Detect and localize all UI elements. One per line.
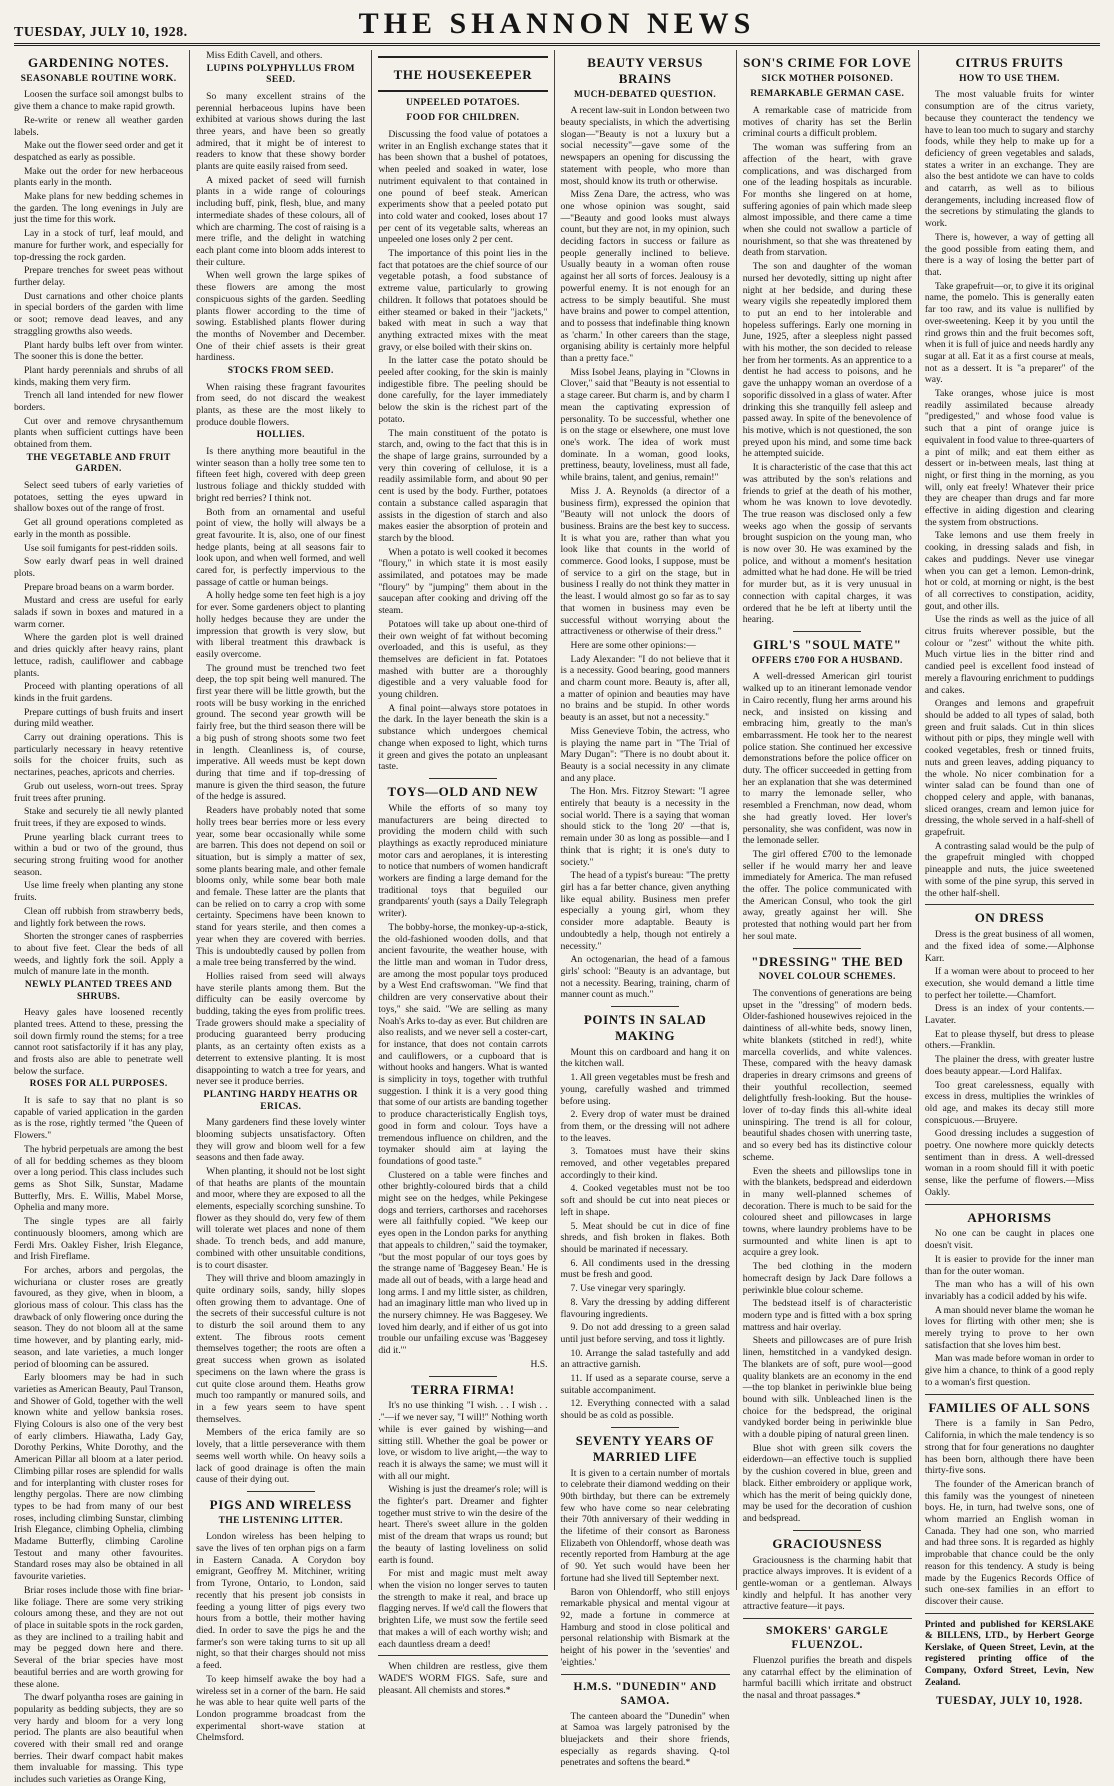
divider: [793, 631, 861, 632]
paragraph: Proceed with planting operations of all kinds in the fruit gardens.: [14, 681, 184, 704]
paragraph: While the efforts of so many toy manufacturers are being directed to providing the modern child with such playthings as exactly reproduced miniature motor cars and aeroplanes, it is interesting to notice that numbers of women handicraft workers are finding a large demand for the traditional toys that beguiled our grandparents' youth (says a Daily Telegraph writer).: [378, 802, 548, 920]
paragraph: The founder of the American branch of this family was the youngest of nineteen boys. He, in turn, had twelve sons, one of whom married an English woman in Canada. They had one son, who married and had three sons. It is regarded as highly improbable that chance could be the only reason for this tendency. A study is being made by the Eugenics Records Office of such one-sex families in an effort to discover their cause.: [924, 1478, 1095, 1607]
paragraph: Early bloomers may be had in such varieties as American Beauty, Paul Transon, and Shower of Gold, together with the well known white and yellow banksia roses. Flying Colours is also one of the very best of early climbers. Hiawatha, Lady Gay, Dorothy Perkins, White Dorothy, and the American Pillar all bloom at a later period. Climbing pillar roses are splendid for walls and for interplanting with cluster roses for lengthy pergolas. There are now climbing types to be had from many of our best roses, including climbing Sunstar, climbing Irish Elegance, climbing Ophelia, climbing Madame Butterfly, climbing Caroline Testout and many other favourites. Standard roses may also be obtained in all favourite varieties.: [14, 1372, 184, 1583]
masthead: [14, 8, 1100, 46]
paragraph: Baron von Ohlendorff, who still enjoys remarkable physical and mental vigour at 92, made a fortune in commerce at Hamburg and stood in close political and personal relationship with Bismark at the height of his power in the 'seventies' and 'eighties.': [560, 1586, 730, 1668]
article-subheading: THE VEGETABLE AND FRUIT GARDEN.: [26, 452, 171, 475]
paragraph: Make plans for new bedding schemes in the garden. The long evenings in July are just the time for this work.: [14, 191, 184, 226]
paragraph: Many gardeners find these lovely winter blooming subjects unsatisfactory. Often they will grow and bloom well for a few seasons and then fade away.: [196, 1117, 366, 1164]
paragraph: Re-write or renew all weather garden labels.: [14, 114, 184, 138]
quotation: Too great carelessness, equally with excess in dress, multiplies the wrinkles of old age, and makes its decay still more conspicuous.—Bruyere.: [924, 1079, 1095, 1126]
article-subheading: THE LISTENING LITTER.: [218, 1515, 343, 1526]
divider: [561, 1674, 730, 1675]
author-signature: H.S.: [530, 1358, 548, 1370]
paragraph: Make out the flower seed order and get it despatched as early as possible.: [14, 140, 184, 163]
paragraph: Dust carnations and other choice plants in special borders of the garden with lime or soot; remove dead leaves, and any straggling growths also weeds.: [14, 290, 184, 337]
paragraph: Mount this on cardboard and hang it on the kitchen wall.: [560, 1046, 730, 1070]
list-item: 4. Cooked vegetables must not be too soft and should be cut into neat pieces or left in shape.: [560, 1183, 730, 1218]
article-subheading: PLANTING HARDY HEATHS OR ERICAS.: [203, 1089, 358, 1112]
paragraph: Use soil fumigants for pest-ridden soils.: [24, 542, 178, 554]
paragraph: Select seed tubers of early varieties of potatoes, setting the eyes upward in shallow boxes out of the range of frost.: [14, 479, 184, 515]
divider: [925, 1613, 1094, 1614]
article-heading: SMOKERS' GARGLE FLUENZOL.: [766, 1625, 889, 1652]
paragraph: It is safe to say that no plant is so capable of varied application in the garden as is the rose, rightly termed "the Queen of Flowers.": [14, 1095, 184, 1142]
paragraph: Stake and securely tie all newly planted fruit trees, if they are exposed to winds.: [14, 806, 184, 829]
list-item: 2. Every drop of water must be drained from them, or the dressing will not adhere to the leaves.: [560, 1109, 730, 1144]
paragraph: The son and daughter of the woman nursed her devotedly, sitting up night after night at her bedside, and during these weary vigils she repeatedly implored them to put an end to her intolerable and hopeless sufferings. Early one morning in June, 1925, after a sleepless night passed with his mother, the son decided to release her from her torments. As an apprentice to a dentist he had access to poisons, and he gave the unhappy woman an overdose of a soporific dissolved in a glass of water. After drinking this she tranquilly fell asleep and passed away. In spite of the benevolence of his motive, which is not questioned, the son preyed upon his mind, and some time back he attempted suicide.: [742, 261, 912, 460]
paragraph: Clean off rubbish from strawberry beds, and lightly fork between the rows.: [14, 905, 184, 929]
paragraph: When a potato is well cooked it becomes "floury," in which state it is most easily assimilated, and potatoes may be made "floury" by "jumping" them about in the saucepan after cooking and driving off the steam.: [378, 546, 548, 617]
divider: [378, 1655, 547, 1656]
paragraph: An octogenarian, the head of a famous girls' school: "Beauty is an advantage, but not a necessity. Bearing, training, charm of manner count as much.": [560, 954, 730, 1001]
paragraph: Blue shot with green silk covers the eiderdown—an effective touch is supplied by the cushion covered in blue, green and black. Either embroidery or applique work, which has the merit of being quickly done, may be used for the decoration of cushion and bedspread.: [742, 1442, 912, 1524]
list-item: 12. Everything connected with a salad should be as cold as possible.: [560, 1398, 730, 1422]
paragraph: Plant hardy perennials and shrubs of all kinds, making them very firm.: [14, 364, 184, 388]
divider: [793, 948, 861, 949]
paragraph: The dwarf polyantha roses are gaining in popularity as bedding subjects, they are so very hardy and bloom for a very long period. The plants are also beautiful when covered with their small red and orange berries. Their dwarf compact habit makes them invaluable for massing. This type includes such varieties as Orange King,: [14, 1692, 184, 1786]
paragraph: A final point—always store potatoes in the dark. In the layer beneath the skin is a substance which undergoes chemical change when exposed to light, which turns it green and gives the potato an unpleasant taste.: [378, 702, 548, 773]
paragraph: The hybrid perpetuals are among the best of all for bedding schemes as they bloom over a long period. This class includes such gems as Shot Silk, Sunstar, Madame Butterfly, Mrs. E. Willis, Mabel Morse, Ophelia and many more.: [14, 1143, 184, 1214]
advertisement: Fluenzol purifies the breath and dispels any catarrhal effect by the elimination of harmful bacilli which irritate and obstruct the nasal and throat passages.*: [742, 1655, 912, 1702]
paragraph: It is characteristic of the case that this act was attributed by the son's relations and friends to grief at the death of his mother, whom he was known to love devotedly. The true reason was disclosed only a few weeks ago when the gossip of servants brought suspicion on the young man, who is now over 30. He was examined by the police, and without a moment's hesitation admitted what he had done. He will be tried for murder but, as it is very unusual in connection with capital charges, it was ordered that he be left at liberty until the hearing.: [742, 462, 912, 626]
paragraph: When raising these fragrant favourites from seed, do not discard the weakest plants, as these are the most likely to produce double flowers.: [196, 381, 366, 428]
divider: [793, 1530, 861, 1531]
aphorism: A man should never blame the woman he loves for flirting with other men; she is merely trying to prove to her own satisfaction that she loves him best.: [924, 1304, 1095, 1351]
paragraph: Lay in a stock of turf, leaf mould, and manure for further work, and especially for top-dressing the rock garden.: [14, 228, 184, 263]
article-heading: PIGS AND WIRELESS: [209, 1496, 352, 1512]
columns: [14, 50, 1100, 1786]
article-heading: THE HOUSEKEEPER: [393, 67, 533, 82]
article-subheading: STOCKS FROM SEED.: [227, 366, 334, 377]
divider: [429, 778, 497, 779]
article-subheading: FOOD FOR CHILDREN.: [406, 113, 520, 124]
article-heading: GIRL'S "SOUL MATE": [753, 636, 902, 652]
newspaper-title: THE SHANNON NEWS: [358, 7, 756, 40]
article-heading: POINTS IN SALAD MAKING: [583, 1012, 707, 1043]
paragraph: The most valuable fruits for winter consumption are of the citrus variety, because they counteract the tendency we have to lean too much to sugary and starchy foods, while they help to make up for a deficiency of green vegetables and salads, states a writer in an exchange. They are also the best antidote we can have to colds and catarrh, as well as to bilious derangements, including increased flow of the secretions by stimulating the glands to work.: [924, 89, 1095, 230]
column-housekeeper: [372, 50, 554, 1696]
paragraph: Miss Genevieve Tobin, the actress, who is playing the name part in "The Trial of Mary Dugan": "There is no doubt about it. Beauty is a social necessity in any climate and any place.: [560, 725, 730, 784]
paragraph: The bobby-horse, the monkey-up-a-stick, the old-fashioned wooden dolls, and that ancient favourite, the weather house, with the little man and woman in Tudor dress, are among the most popular toys produced by a West End craftswoman. "We find that children are very conservative about their toys," she said. "We are selling as many Noah's Arks to-day as ever. But children are also realists, and we never sell a coster-cart, for instance, that does not contain carrots and cauliflowers, or a cupboard that is without hooks and hangers. What is wanted is simplicity in toys, together with truthful suggestion. I think it is a very good thing that some of our artists are banding together to produce characteristically English toys, good in form and colour. Toys have a tremendous influence on children, and the toymaker should aim at laying the foundations of good taste.": [378, 921, 548, 1167]
divider: [429, 1376, 497, 1377]
article-subheading: NOVEL COLOUR SCHEMES.: [758, 972, 896, 983]
list-item: 8. Vary the dressing by adding different flavouring ingredients.: [560, 1296, 730, 1320]
paragraph: Prune yearling black currant trees to within a bud or two of the ground, thus securing strong fruiting wood for another season.: [14, 831, 184, 878]
article-subheading: LUPINS POLYPHYLLUS FROM SEED.: [206, 63, 355, 86]
paragraph: Briar roses include those with fine briar-like foliage. There are some very striking colours among these, and they are not out of place in suitable spots in the rock garden, as they are inclined to a trailing habit and may be pegged down here and there. Several of the briar species have most beautiful berries and are worth growing for these alone.: [14, 1584, 184, 1690]
aphorism: The man who has a will of his own invariably has a codicil added by his wife.: [924, 1279, 1095, 1302]
paragraph: Potatoes will take up about one-third of their own weight of fat without becoming overloaded, and this is useful, as they themselves are deficient in fat. Potatoes mashed with butter are a thoroughly digestible and a very valuable food for young children.: [378, 618, 548, 701]
paragraph: Prepare trenches for sweet peas without further delay.: [14, 265, 184, 288]
paragraph: Lady Alexander: "I do not believe that it is a necessity. Good bearing, good manners and charm count more. Beauty is, after all, a matter of opinion and beauties may have no brains and be stupid. In other words beauty is an asset, but not a necessity.": [560, 653, 730, 724]
article-heading: APHORISMS: [967, 1209, 1052, 1225]
list-item: 6. All condiments used in the dressing must be fresh and good.: [560, 1257, 730, 1281]
list-item: 1. All green vegetables must be fresh and young, carefully washed and trimmed before using.: [560, 1072, 730, 1107]
paragraph: A well-dressed American girl tourist walked up to an itinerant lemonade vendor in Cairo recently, flung her arms around his neck, and insisted on kissing and embracing him, greatly to the man's embarrassment. He took her to the nearest police station. She continued her excessive demonstrations before the police officer on duty. The officer succeeded in getting from her an explanation that she was determined to marry the lemonade seller, who resembled a Frenchman, now dead, whom she had greatly loved. Her lover's personality, she was confident, was now in the lemonade seller.: [742, 671, 912, 847]
paragraph: Miss Isobel Jeans, playing in "Clowns in Clover," said that "Beauty is not essential to a stage career. But charm is, and by charm I mean the captivating expression of personality. To be successful, whether one is on the stage or elsewhere, one must love one's work. The idea of work must dominate. In a woman, good looks, prettiness, beauty, loveliness, must all fade, while brains, talent, and genius, remain!": [560, 366, 730, 484]
article-heading: SEVENTY YEARS OF MARRIED LIFE: [575, 1432, 715, 1464]
article-subheading: HOLLIES.: [256, 430, 305, 441]
paragraph: A recent law-suit in London between two beauty specialists, in which the advertising slogan—"Beauty is not a luxury but a social necessity"—gave some of the newspapers an opening for discussing the statement with people, who more than most, should know its truth or otherwise.: [560, 105, 730, 187]
paragraph: Readers have probably noted that some holly trees bear berries more or less every year, some bear occasionally while some are barren. This does not depend on soil or situation, but is simply a matter of sex, some plants bearing male, and other female blooms only, while some bear both male and female. These latter are the plants that can be relied on to carry a crop with some certainty. Specimens have been known to stand for years sterile, and then comes a year when they are covered with berries. This is undoubtedly caused by pollen from a male tree being transferred by the wind.: [196, 805, 366, 969]
quotation: Dress is an index of your contents.—Lavater.: [924, 1003, 1095, 1027]
paragraph: Graciousness is the charming habit that practice always improves. It is evident of a gentle-woman or a gentleman. Always kindly and helpful. It has another very attractive feature—it pays.: [742, 1554, 912, 1613]
section-banner: [378, 56, 547, 92]
paragraph: When planting, it should not be lost sight of that heaths are plants of the mountain and moor, where they are exposed to all the elements, especially scorching sunshine. To flower as they should do, very few of them will tolerate wet places and none of them shade. To trench beds, and add manure, combined with other unsuitable conditions, is to court disaster.: [196, 1165, 366, 1271]
article-subheading: ROSES FOR ALL PURPOSES.: [29, 1079, 168, 1090]
column-gardening: [14, 50, 190, 1786]
paragraph: Mustard and cress are useful for early salads if sown in boxes and matured in a warm corner.: [14, 595, 184, 630]
divider: [925, 1204, 1094, 1205]
aphorism: Man was made before woman in order to give him a chance, to think of a good reply to a woman's first question.: [924, 1353, 1095, 1388]
paragraph: Get all ground operations completed as early in the month as possible.: [14, 517, 184, 540]
divider: [247, 1491, 315, 1492]
article-subheading: UNPEELED POTATOES.: [406, 97, 520, 108]
paragraph: Sheets and pillowcases are of pure Irish linen, hemstitched in a vandyked design. The blankets are of soft, pure wool—good quality blankets are an economy in the end—the top blanket in periwinkle blue being bound with silk. Unbleached linen is the choice for the bedspread, the original vandyked border being in periwinkle blue with a double piping of natural green linen.: [742, 1335, 912, 1441]
paragraph: It's no use thinking "I wish. . . I wish . . ."—if we never say, "I will!" Nothing worth while is ever gained by wishing—and sitting still. Whether the goal be power or love, or wisdom to live aright,—the way to reach it is always the same; we must will it with all our might.: [378, 1400, 548, 1482]
divider: [925, 904, 1094, 905]
paragraph: Here are some other opinions:—: [570, 639, 696, 651]
paragraph: In the latter case the potato should be peeled after cooking, for the skin is mainly indigestible fibre. The peeling should be done carefully, for the layer immediately below the skin is the richest part of the potato.: [378, 355, 548, 425]
paragraph: Carry out draining operations. This is particularly necessary in heavy retentive soils for the choicer fruits, such as nectarines, peaches, apricots and cherries.: [14, 732, 184, 779]
paragraph: Grub out useless, worn-out trees. Spray fruit trees after pruning.: [14, 780, 184, 804]
article-heading: FAMILIES OF ALL SONS: [928, 1399, 1091, 1415]
article-heading: TOYS—OLD AND NEW: [387, 783, 539, 799]
paragraph: Members of the erica family are so lovely, that a little perseverance with them seems well worth while. On heavy soils a lack of good drainage is often the main cause of their dying out.: [196, 1427, 366, 1486]
paragraph: The Hon. Mrs. Fitzroy Stewart: "I agree entirely that beauty is a necessity in the social world. There is a saying that woman should stick to the 'long 20' —that is, remain under 30 as long as possible—and I think that is right; it is one's duty to society.": [560, 786, 730, 868]
divider: [611, 1006, 679, 1007]
article-heading: ON DRESS: [974, 910, 1045, 926]
article-heading: TERRA FIRMA!: [411, 1381, 515, 1397]
article-subheading: SICK MOTHER POISONED.: [761, 73, 894, 84]
paragraph: There is, however, a way of getting all the good possible from eating them, and there is a way of losing the better part of that.: [924, 231, 1095, 278]
paragraph: There is a family in San Pedro, California, in which the male tendency is so strong that for four generations no daughter has been born, although there have been thirty-five sons.: [924, 1418, 1095, 1477]
paragraph: The single types are all fairly continuously bloomers, among which are Ferdi Mrs. Oakley Fisher, Irish Elegance, and Irish Fireflame.: [14, 1216, 184, 1263]
paragraph: London wireless has been helping to save the lives of ten orphan pigs on a farm in Eastern Canada. A Corydon boy emigrant, Geoffrey M. Mitchiner, writing from Tyrone, Ontario, to London, said recently that his present job consists in feeding a young litter of pigs every two hours from a bottle, their mother having died. In order to save the pigs he and the farmer's son were taking turns to sit up all night, so that their charges should not miss a feed.: [196, 1531, 366, 1672]
paragraph: The ground must be trenched two feet deep, the top spit being well manured. The first year there will be little growth, but the roots will be busy working in the enriched ground. The second year growth will be fairly free, but the third season there will be a big push of strong shoots some two feet in length. Cleanliness is, of course, imperative. All weeds must be kept down during that time and if top-dressing of manure is given the third season, the future of the hedge is assured.: [196, 662, 366, 803]
paragraph: Oranges and lemons and grapefruit should be added to all types of salad, both green and fruit salads. Cut in thin slices without pith or pips, they mingle well with cooked vegetables, fresh or tinned fruits, nuts and green leaves, adding piquancy to the whole. No nicer combination for a winter salad can be found than one of chopped celery and apple, with bananas, sliced oranges, cream and lemon juice for dressing, the whole served in a half-shell of grapefruit.: [924, 698, 1095, 839]
paragraph: The girl offered £700 to the lemonade seller if he would marry her and leave immediately for America. The man refused the offer. The police communicated with the American Consul, who took the girl away, greatly against her will. She protested that nothing would part her from her soul mate.: [742, 848, 912, 942]
paragraph: To keep himself awake the boy had a wireless set in a corner of the barn. He said he was able to hear quite well parts of the London programme broadcast from the experimental short-wave station at Chelmsford.: [196, 1673, 366, 1744]
aphorism: It is easier to provide for the inner man than for the outer woman.: [924, 1253, 1095, 1277]
article-subheading: REMARKABLE GERMAN CASE.: [750, 89, 905, 100]
divider: [743, 1618, 912, 1619]
list-item: 9. Do not add dressing to a green salad until just before serving, and toss it lightly.: [560, 1322, 730, 1345]
article-heading: "DRESSING" THE BED: [751, 953, 904, 969]
paragraph: Loosen the surface soil amongst bulbs to give them a chance to make rapid growth.: [14, 89, 184, 113]
paragraph: The importance of this point lies in the fact that potatoes are the chief source of our vegetable potash, a food substance of extreme value, particularly to growing children. It follows that potatoes should be either steamed or baked in their "jackets," baked with meat in such a way that anything extracted mixes with the meat gravy, or else boiled with their skins on.: [378, 248, 548, 353]
paragraph: It is given to a certain number of mortals to celebrate their diamond wedding on their 90th birthday, but there can be extremely few who have come so near celebrating their 70th anniversary of their wedding in the lifetime of their consort as Baroness Elizabeth von Ohlendorff, whose death was recently reported from Hamburg at the age of 90. Yet such would have been her fortune had she lived till September next.: [560, 1467, 730, 1584]
list-item: 11. If used as a separate course, serve a suitable accompaniment.: [560, 1373, 730, 1396]
column-beauty-brains: [555, 50, 737, 1769]
paragraph: Miss J. A. Reynolds (a director of a business firm), expressed the opinion that "Beauty will not unlock the doors of business. Brains are the best key to success. It is what you are, rather than what you look like that counts in the world of commerce. Good looks, I suppose, must be of service to a girl on the stage, but in business I really do not think they matter in the least. I would almost go so far as to say that women in business may even be successful without worrying about the attractiveness or otherwise of their dress.": [560, 485, 730, 638]
paragraph: So many excellent strains of the perennial herbaceous lupins have been exhibited at various shows during the last three years, and have been so greatly admired, that it might be of interest to readers to know that these showy border plants are quite easily raised from seed.: [196, 90, 366, 173]
paragraph: For arches, arbors and pergolas, the wichuriana or cluster roses are greatly favoured, as they give, when in bloom, a glorious mass of colour. This class has the drawback of only flowering once during the season. They do not bloom all at the same time however, and by planting early, mid-season, and late varieties, a much longer period of blooming can be assured.: [14, 1264, 184, 1370]
masthead-date: TUESDAY, JULY 10, 1928.: [14, 25, 188, 40]
paragraph: Take grapefruit—or, to give it its original name, the pomelo. This is generally eaten far too raw, and its value is nullified by over-sweetening. Keep it by you until the rind grows thin and the fruit becomes soft, when it is full of juice and needs hardly any sugar at all. Eat it as a first course at meals, not as a dessert. It is "a preparer" of the way.: [924, 280, 1095, 386]
column-sons-crime: [737, 50, 919, 1702]
paragraph: Is there anything more beautiful in the winter season than a holly tree some ten to fifteen feet high, covered with deep green lustrous foliage and thickly studded with bright red berries? I think not.: [196, 446, 366, 504]
paragraph: Miss Edith Cavell, and others.: [206, 50, 323, 61]
paragraph: Take lemons and use them freely in cooking, in dressing salads and fish, in cakes and puddings. Never use vinegar when you can get a lemon. Lemon-drink, hot or cold, at morning or night, is the best of all correctives to constipation, acidity, gout, and other ills.: [924, 530, 1095, 612]
paragraph: When well grown the large spikes of these flowers are among the most conspicuous sights of the garden. Seedling plants flower according to the time of sowing. Established plants flower during the months of November and December. One of their chief assets is their great hardiness.: [196, 270, 366, 364]
paragraph: Wishing is just the dreamer's role; will is the fighter's part. Dreamer and fighter together must strive to win the desire of the heart. There's sweet allure in the golden mist of the dream that wraps us round; but the beauty of lasting loveliness on solid earth is found.: [378, 1484, 548, 1566]
printer-imprint: Printed and published for KERSLAKE & BILLENS, LTD., by Herbert George Kerslake, of Queen Street, Levin, at the registered printing office of the Company, Oxford Street, Levin, New Zealand.: [924, 1619, 1095, 1688]
paragraph: Cut over and remove chrysanthemum plants when sufficient cuttings have been obtained from them.: [14, 415, 184, 451]
paragraph: Hollies raised from seed will always have sterile plants among them. But the difficulty can be easily overcome by budding, taking the eyes from prolific trees. Trade growers should make a speciality of producing guaranteed berry producing plants, as an certainty often exists as a deterrent to extensive planting. It is most disappointing to watch a tree for years, and never see it produce berries.: [196, 970, 366, 1088]
article-subheading: NEWLY PLANTED TREES AND SHRUBS.: [24, 980, 173, 1002]
paragraph: The woman was suffering from an affection of the heart, with grave complications, and was discharged from one of the leading hospitals as incurable. For months she lingered on at home, suffering agonies of pain which made sleep almost impossible, and there came a time when she could not swallow a particle of nourishment, so that she was threatened by death from starvation.: [742, 142, 912, 259]
paragraph: Discussing the food value of potatoes a writer in an English exchange states that it has been shown that a bushel of potatoes, when peeled and soaked in water, lose nutriment equivalent to that contained in one pound of beef steak. American experiments show that a peeled potato put into cold water and cooked, loses about 17 per cent of its vegetable salts, whereas an unpeeled one loses only 2 per cent.: [378, 129, 548, 246]
list-item: 5. Meat should be cut in dice of fine shreds, and fish broken in flakes. Both should be marinated if necessary.: [560, 1220, 730, 1255]
paragraph: The head of a typist's bureau: "The pretty girl has a far better chance, given anything like equal ability. Business men prefer especially a young girl, whom they consider more adaptable. Beauty is undoubtedly a help, though not entirely a necessity.": [560, 870, 730, 952]
paragraph: Clustered on a table were finches and other brightly-coloured birds that a child might see on the hedges, while Pekingese dogs and terriers, carthorses and racehorses were all faithfully copied. "We keep our eyes open in the London parks for anything that appeals to children," said the toymaker, "but the most popular of our toys goes by the strange name of 'Baggesey Bean.' He is made all out of beads, with a large head and long arms. I and my little sister, as children, had an imaginary little man who lived up in the nursery chimney. He was Baggesey. We loved him dearly, and if either of us got into trouble our unfailing excuse was 'Baggesey did it.'": [378, 1169, 548, 1357]
quotation: Eat to please thyself, but dress to please others.—Franklin.: [924, 1028, 1095, 1052]
paragraph: A contrasting salad would be the pulp of the grapefruit mingled with chopped pineapple and nuts, the juice sweetened with some of the pine syrup, this served in the other half-shell.: [924, 840, 1095, 899]
quotation: The plainer the dress, with greater lustre does beauty appear.—Lord Halifax.: [924, 1054, 1095, 1077]
aphorism: No one can be caught in places one doesn't visit.: [924, 1228, 1095, 1252]
paragraph: Prepare cuttings of bush fruits and insert during mild weather.: [14, 706, 184, 730]
column-citrus: [919, 50, 1100, 1708]
article-heading: SON'S CRIME FOR LOVE: [743, 55, 912, 70]
article-heading: GARDENING NOTES.: [28, 55, 170, 70]
paragraph: A remarkable case of matricide from motives of charity has set the Berlin criminal courts a difficult problem.: [742, 105, 912, 140]
list-item: 3. Tomatoes must have their skins removed, and other vegetables prepared accordingly to their kind.: [560, 1146, 730, 1181]
advertisement: When children are restless, give them WADE'S WORM FIGS. Safe, sure and pleasant. All chemists and stores.*: [378, 1661, 548, 1696]
list-item: 10. Arrange the salad tastefully and add an attractive garnish.: [560, 1347, 730, 1371]
article-heading: H.M.S. "DUNEDIN" AND SAMOA.: [573, 1680, 717, 1707]
paragraph: Sow early dwarf peas in well drained plots.: [14, 556, 184, 579]
paragraph: Where the garden plot is well drained and dries quickly after heavy rains, plant lettuce, radish, cauliflower and cabbage plants.: [14, 632, 184, 679]
article-subheading: HOW TO USE THEM.: [959, 73, 1060, 84]
paragraph: For mist and magic must melt away when the vision no longer serves to tauten the strength to make it real, and brace up flagging nerves. If we'd call the flowers that brighten Life, we must sow the fertile seed that makes a will of each worthy wish; and each dauntless dream a deed!: [378, 1568, 548, 1650]
article-heading: BEAUTY VERSUS BRAINS: [587, 55, 703, 86]
paragraph: A mixed packet of seed will furnish plants in a wide range of colourings including buff, pink, flesh, blue, and many intermediate shades of these colours, all of which are charming. The cost of raising is a mere trifle, and the delight in watching each plant come into bloom adds interest to their culture.: [196, 174, 366, 268]
quotation: Good dressing includes a suggestion of poetry. One nowhere more quickly detects sentiment than in dress. A well-dressed woman in a room should fill it with poetic sense, like the perfume of flowers.—Miss Oakly.: [924, 1128, 1095, 1198]
paragraph: Use lime freely when planting any stone fruits.: [14, 880, 184, 904]
quotation: If a woman were about to proceed to her execution, she would demand a little time to perfect her toilette.—Chamfort.: [924, 966, 1095, 1001]
paragraph: They will thrive and bloom amazingly in quite ordinary soils, sandy, hilly slopes often growing them to advantage. One of the secrets of their successful culture is not to disturb the soil around them to any extent. The fibrous roots cement themselves together; the roots are often a great success when grown as isolated specimens on the lawn where the grass is cut quite close around them. Heaths grow much too rampantly or manured soils, and in a few years seem to have spent themselves.: [196, 1273, 366, 1425]
advertisement: The canteen aboard the "Dunedin" when at Samoa was largely patronised by the bluejackets and their shore friends, especially as regards shaving. Q-tol penetrates and softens the beard.*: [560, 1710, 730, 1769]
paragraph: The bed clothing in the modern homecraft design by Jack Dare follows a periwinkle blue colour scheme.: [742, 1261, 912, 1296]
paragraph: A holly hedge some ten feet high is a joy for ever. Some gardeners object to planting holly hedges because they are under the impression that growth is very slow, but with liberal treatment this drawback is easily overcome.: [196, 590, 366, 660]
paragraph: Even the sheets and pillowslips tone in with the blankets, bedspread and eiderdown in many well-planned schemes of decoration. There is much to be said for the coloured sheet and pillowcases in large towns, where laundry problems have to be surmounted and white linen is apt to acquire a grey look.: [742, 1165, 912, 1259]
column-gardening-continued: [190, 50, 372, 1744]
paragraph: Plant hardy bulbs left over from winter. The sooner this is done the better.: [14, 339, 184, 363]
paragraph: Shorten the stronger canes of raspberries to about five feet. Clear the beds of all weeds, and lightly fork the soil. Apply a mulch of manure late in the month.: [14, 931, 184, 978]
article-heading: CITRUS FRUITS: [955, 55, 1064, 70]
divider: [925, 1394, 1094, 1395]
footer-date: TUESDAY, JULY 10, 1928.: [935, 1695, 1083, 1708]
paragraph: Make out the order for new herbaceous plants early in the month.: [14, 165, 184, 189]
paragraph: Use the rinds as well as the juice of all citrus fruits wherever possible, but the colour or "zest" without the white pith. Much virtue lies in the bitter rind and candied peel is excellent food instead of merely a flavouring enrichment to puddings and cakes.: [924, 614, 1095, 696]
divider: [611, 1427, 679, 1428]
paragraph: The conventions of generations are being upset in the "dressing" of modern beds. Older-fashioned housewives rejoiced in the daintiness of all-white beds, snowy linen, white blankets (stitched in red!), white marcella coverlids, and white valences. These, compared with the heavy damask draperies in dreary crimsons and greens of their youthful recollection, seemed delightfully fresh-looking. But the house-lover of to-day finds this all-white ideal uninspiring. The trend is all for colour, beautiful shades chosen with unerring taste, and so every bed has its distinctive colour scheme.: [742, 988, 912, 1163]
article-subheading: OFFERS £700 FOR A HUSBAND.: [751, 655, 903, 666]
quotation: Dress is the great business of all women, and the fixed idea of some.—Alphonse Karr.: [924, 929, 1095, 964]
paragraph: Trench all land intended for new flower borders.: [14, 390, 184, 414]
article-subheading: SEASONABLE ROUTINE WORK.: [20, 73, 177, 84]
paragraph: The bedstead itself is of characteristic modern type and is fitted with a box spring mattress and hair overlay.: [742, 1298, 912, 1333]
paragraph: Miss Zena Dare, the actress, who was one whose opinion was sought, said —"Beauty and good looks must always count, but they are not, in my opinion, such deciding factors in success or failure as people generally inclined to believe. Usually beauty in a woman often rouse against her all sorts of forces. Jealousy is a powerful enemy. It is not enough for an actress to be simply beautiful. She must have brains and power to compel attention, and to possess that indefinable thing known as 'charm.' In other careers than the stage, organising ability is certainly more helpful than a pretty face.": [560, 189, 730, 365]
article-heading: GRACIOUSNESS: [772, 1535, 883, 1551]
list-item: 7. Use vinegar very sparingly.: [570, 1283, 686, 1295]
paragraph: Prepare broad beans on a warm border.: [24, 581, 174, 593]
paragraph: The main constituent of the potato is starch, and, owing to the fact that this is in the shape of large grains, surrounded by a very thin covering of cellulose, it is a readily assimilable form, and about 90 per cent is used by the body. Further, potatoes contain a substance called asparagin that assists in the digestion of starch and also makes easier the absorption of protein and starch by the blood.: [378, 427, 548, 544]
article-subheading: MUCH-DEBATED QUESTION.: [574, 89, 717, 100]
paragraph: Both from an ornamental and useful point of view, the holly will always be a great favourite. It is, also, one of our finest hedge plants, being at all seasons fair to look upon, and when well formed, and well cared for, is perfectly impervious to the passage of cattle or human beings.: [196, 506, 366, 588]
paragraph: Heavy gales have loosened recently planted trees. Attend to these, pressing the soil down firmly round the stems; for a tree cannot root satisfactorily if it has any play, and frosts also are able to penetrate well below the surface.: [14, 1007, 184, 1077]
paragraph: Take oranges, whose juice is most readily assimilated because already "predigested," and whose food value is such that a pint of orange juice is equivalent in food value to three-quarters of a pint of milk; and eat them either as dessert or in-between meals, last thing at night, or first thing in the morning, as you will, only eat freely! Whatever their price they are cheaper than drugs and far more effective in aiding digestion and clearing the system from obstructions.: [924, 388, 1095, 528]
